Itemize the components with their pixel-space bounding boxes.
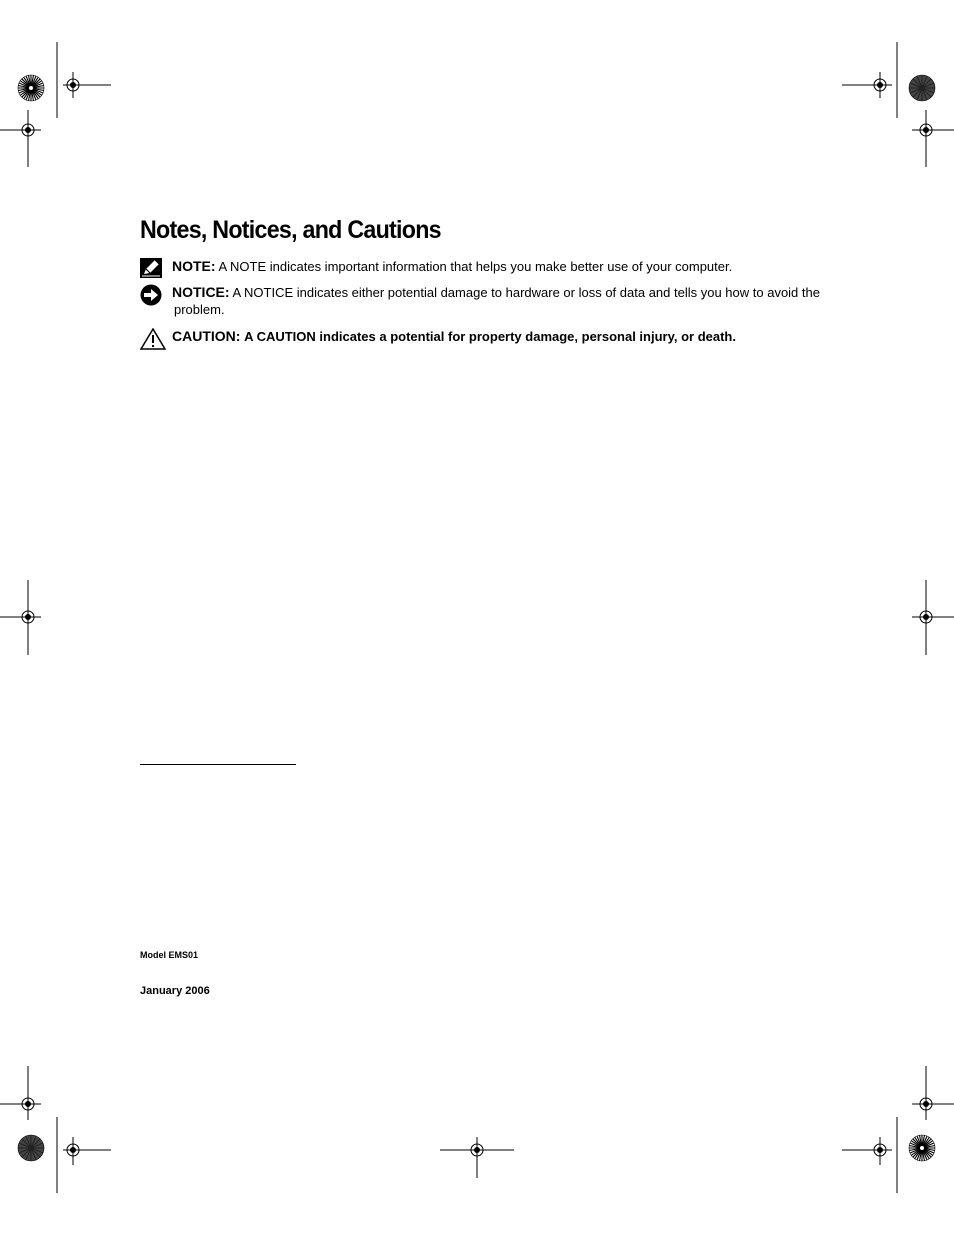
page-title: Notes, Notices, and Cautions	[140, 216, 441, 244]
note-block	[140, 258, 820, 275]
warning-triangle-icon	[140, 328, 166, 354]
caution-label: CAUTION:	[172, 328, 241, 344]
notice-text: A NOTICE indicates either potential damage to hardware or loss of data and tells you how to avoid the	[232, 285, 820, 300]
arrow-circle-icon	[140, 284, 162, 310]
note-label: NOTE:	[172, 258, 216, 274]
footnote-divider	[140, 764, 296, 765]
notice-label: NOTICE:	[172, 284, 230, 300]
caution-block	[140, 328, 820, 345]
notice-block	[140, 284, 820, 318]
publication-date: January 2006	[140, 985, 210, 997]
note-text: A NOTE indicates important information that helps you make better use of your computer.	[218, 259, 733, 274]
notice-text-cont: problem.	[174, 302, 225, 317]
caution-text: A CAUTION indicates a potential for property damage, personal injury, or death.	[244, 329, 736, 344]
model-number: Model EMS01	[140, 950, 199, 960]
pencil-note-icon	[140, 258, 162, 282]
